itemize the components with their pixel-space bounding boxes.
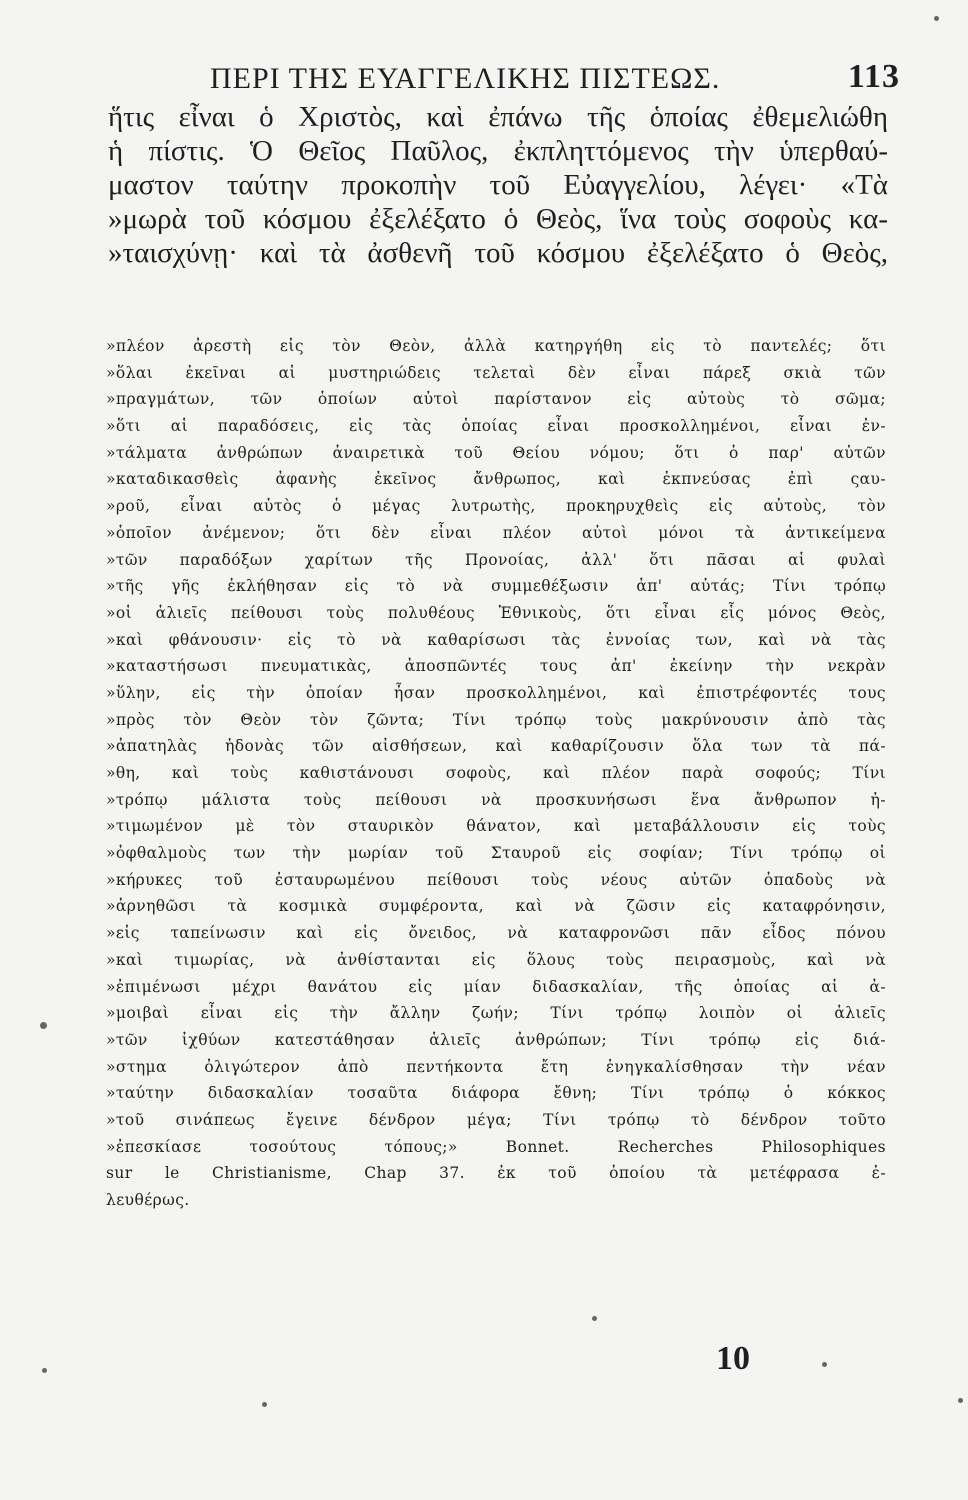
- footnote-line: »τοῦ σινάπεως ἔγεινε δένδρον μέγα; Τίνι τρόπῳ τὸ δένδρον τοῦτο: [106, 1110, 886, 1129]
- footnote-line: »πραγμάτων, τῶν ὁποίων αὐτοὶ παρίστανον εἰς αὐτοὺς τὸ σῶμα;: [106, 390, 886, 409]
- footnote-line: sur le Christianisme, Chap 37. ἐκ τοῦ ὁποίου τὰ μετέφρασα ἐ-: [106, 1164, 886, 1183]
- ink-speck: [934, 16, 939, 21]
- ink-speck: [40, 1022, 47, 1029]
- footnote-line: »ὅλαι ἐκεῖναι αἱ μυστηριώδεις τελεταὶ δὲν εἶναι πάρεξ σκιὰ τῶν: [106, 363, 886, 382]
- footnote-line: »τῆς γῆς ἐκλήθησαν εἰς τὸ νὰ συμμεθέξωσιν ἀπ' αὐτάς; Τίνι τρόπῳ: [106, 577, 886, 596]
- footnote-line: »καταδικασθεὶς ἀφανὴς ἐκεῖνος ἄνθρωπος, καὶ ἐκπνεύσας ἐπὶ ςαυ-: [106, 470, 886, 489]
- footnote-line: »ὀφθαλμοὺς των τὴν μωρίαν τοῦ Σταυροῦ εἰς σοφίαν; Τίνι τρόπῳ οἱ: [106, 844, 886, 863]
- text-line: »ταισχύνῃ· καὶ τὰ ἀσθενῆ τοῦ κόσμου ἐξελέξατο ὁ Θεὸς,: [108, 237, 888, 269]
- footnote-line: »ἀπατηλὰς ἡδονὰς τῶν αἰσθήσεων, καὶ καθαρίζουσιν ὅλα των τὰ πά-: [106, 737, 886, 756]
- main-text: [108, 100, 888, 270]
- ink-speck: [592, 1316, 597, 1321]
- footnote-line: »πλέον ἀρεστὴ εἰς τὸν Θεὸν, ἀλλὰ κατηργήθη εἰς τὸ παντελές; ὅτι: [106, 337, 886, 355]
- footnote-line: »κήρυκες τοῦ ἐσταυρωμένου πείθουσι τοὺς νέους αὐτῶν ὀπαδοὺς νὰ: [106, 870, 886, 889]
- page-number: 113: [847, 58, 900, 95]
- footnote-line: »ὁποῖον ἀνέμενον; ὅτι δὲν εἶναι πλέον αὐτοὶ μόνοι τὰ ἀντικείμενα: [106, 523, 886, 542]
- footnote-line: »τιμωμένον μὲ τὸν σταυρικὸν θάνατον, καὶ μεταβάλλουσιν εἰς τοὺς: [106, 817, 886, 836]
- footnote-line: »στημα ὀλιγώτερον ἀπὸ πεντήκοντα ἔτη ἐνηγκαλίσθησαν τὴν νέαν: [106, 1057, 886, 1076]
- ink-speck: [262, 1402, 267, 1407]
- text-line: ἥτις εἶναι ὁ Χριστὸς, καὶ ἐπάνω τῆς ὁποίας ἐθεμελιώθη: [108, 101, 888, 133]
- footnote-line: »θη, καὶ τοὺς καθιστάνουσι σοφοὺς, καὶ πλέον παρὰ σοφούς; Τίνι: [106, 764, 886, 782]
- running-title: ΠΕΡΙ ΤΗΣ ΕΥΑΓΓΕΛΙΚΗΣ ΠΙΣΤΕΩΣ.: [210, 62, 721, 95]
- ink-speck: [822, 1362, 827, 1367]
- footnote-line: »ταύτην διδασκαλίαν τοσαῦτα διάφορα ἔθνη; Τίνι τρόπῳ ὁ κόκκος: [106, 1084, 886, 1103]
- footnote-line: »καταστήσωσι πνευματικὰς, ἀποσπῶντές τους ἀπ' ἐκείνην τὴν νεκρὰν: [106, 657, 886, 676]
- footnote-line: »ἐπεσκίασε τοσούτους τόπους;» Bonnet. Recherches Philosophiques: [106, 1137, 886, 1156]
- footnote-line: »πρὸς τὸν Θεὸν τὸν ζῶντα; Τίνι τρόπῳ τοὺς μακρύνουσιν ἀπὸ τὰς: [106, 710, 886, 729]
- footnote-line: »καὶ τιμωρίας, νὰ ἀνθίστανται εἰς ὅλους τοὺς πειρασμοὺς, καὶ νὰ: [106, 950, 886, 969]
- running-header: [180, 58, 900, 102]
- footnote-line: »τρόπῳ μάλιστα τοὺς πείθουσι νὰ προσκυνήσωσι ἕνα ἄνθρωπον ἠ-: [106, 790, 886, 809]
- text-line: ἡ πίστις. Ὁ Θεῖος Παῦλος, ἐκπληττόμενος τὴν ὑπερθαύ-: [108, 135, 888, 167]
- footnote-line: »τάλματα ἀνθρώπων ἀναιρετικὰ τοῦ Θείου νόμου; ὅτι ὁ παρ' αὐτῶν: [106, 443, 886, 462]
- footnote-line: »τῶν ἰχθύων κατεστάθησαν ἁλιεῖς ἀνθρώπων; Τίνι τρόπῳ εἰς διά-: [106, 1030, 886, 1049]
- footnote-line: »οἱ ἁλιεῖς πείθουσι τοὺς πολυθέους Ἐθνικοὺς, ὅτι εἶναι εἷς μόνος Θεὸς,: [106, 603, 886, 622]
- signature-mark: 10: [716, 1340, 750, 1377]
- ink-speck: [958, 1398, 963, 1403]
- footnote-line: »ἐπιμένωσι μέχρι θανάτου εἰς μίαν διδασκαλίαν, τῆς ὁποίας αἱ ἀ-: [106, 977, 886, 996]
- footnote-line: »μοιβαὶ εἶναι εἰς τὴν ἄλλην ζωήν; Τίνι τρόπῳ λοιπὸν οἱ ἁλιεῖς: [106, 1004, 886, 1023]
- footnote-line: »καὶ φθάνουσιν· εἰς τὸ νὰ καθαρίσωσι τὰς ἐννοίας των, καὶ νὰ τὰς: [106, 630, 886, 649]
- footnote-line: »ροῦ, εἶναι αὐτὸς ὁ μέγας λυτρωτὴς, προκηρυχθεὶς εἰς αὐτοὺς, τὸν: [106, 497, 886, 516]
- footnote-text: [106, 333, 886, 1214]
- footnote-line: »εἰς ταπείνωσιν καὶ εἰς ὄνειδος, νὰ καταφρονῶσι πᾶν εἶδος πόνου: [106, 924, 886, 943]
- ink-speck: [42, 1368, 47, 1373]
- footnote-line: »τῶν παραδόξων χαρίτων τῆς Προνοίας, ἀλλ' ὅτι πᾶσαι αἱ φυλαὶ: [106, 550, 886, 569]
- footnote-line: »ὅτι αἱ παραδόσεις, εἰς τὰς ὁποίας εἶναι προσκολλημένοι, εἶναι ἐν-: [106, 417, 886, 436]
- footnote-line: »ὕλην, εἰς τὴν ὁποίαν ἦσαν προσκολλημένοι, καὶ ἐπιστρέφοντές τους: [106, 683, 886, 702]
- text-line: μαστον ταύτην προκοπὴν τοῦ Εὐαγγελίου, λέγει· «Τὰ: [108, 169, 888, 201]
- text-line: »μωρὰ τοῦ κόσμου ἐξελέξατο ὁ Θεὸς, ἵνα τοὺς σοφοὺς κα-: [108, 203, 888, 235]
- footnote-line: »ἀρνηθῶσι τὰ κοσμικὰ συμφέροντα, καὶ νὰ ζῶσιν εἰς καταφρόνησιν,: [106, 897, 886, 916]
- footnote-line: λευθέρως.: [106, 1191, 190, 1209]
